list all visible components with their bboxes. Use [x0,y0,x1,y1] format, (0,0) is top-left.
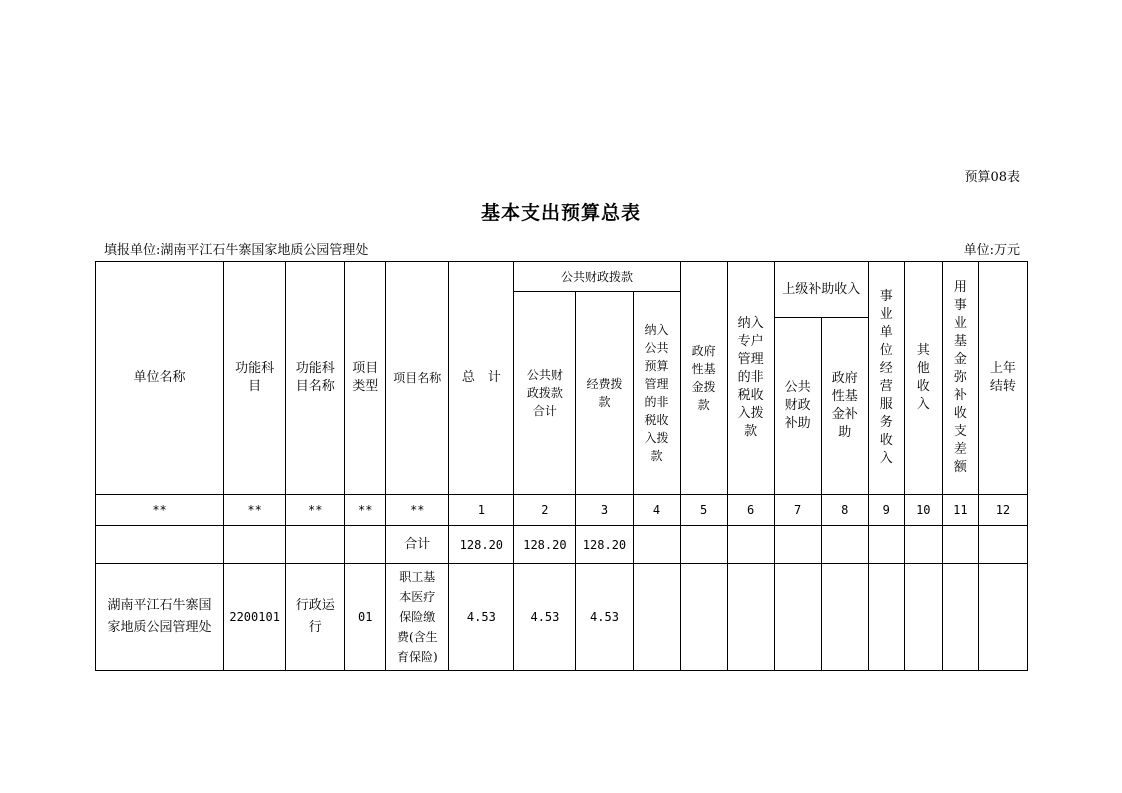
index-cell: 5 [680,495,727,526]
col-other-income: 其 他 收 入 [904,262,942,495]
index-cell: 1 [449,495,514,526]
index-cell: ** [386,495,449,526]
empty-cell [978,564,1027,671]
empty-cell [680,526,727,564]
empty-cell [727,526,774,564]
empty-cell [821,526,868,564]
col-public-total: 公共财 政拨款 合计 [514,292,576,495]
empty-cell [286,526,345,564]
empty-cell [821,564,868,671]
index-cell: 9 [868,495,904,526]
index-cell: ** [96,495,224,526]
index-cell: ** [224,495,286,526]
budget-table [95,261,1028,671]
empty-cell [774,564,821,671]
total-label: 合计 [386,526,449,564]
col-carryover: 上年 结转 [978,262,1027,495]
empty-cell [345,526,386,564]
money-unit: 单位:万元 [963,243,1020,258]
detail-proj-type: 01 [345,564,386,671]
index-cell: ** [345,495,386,526]
empty-cell [680,564,727,671]
index-cell: 12 [978,495,1027,526]
col-special-account: 纳入 专户 管理 的非 税收 入拨 款 [727,262,774,495]
empty-cell [633,526,680,564]
empty-cell [96,526,224,564]
index-cell: 7 [774,495,821,526]
col-func-name: 功能科 目名称 [286,262,345,495]
empty-cell [904,564,942,671]
public-total-value: 128.20 [514,526,576,564]
group-superior-subsidy: 上级补助收入 [774,262,868,318]
col-unit-name: 单位名称 [96,262,224,495]
empty-cell [904,526,942,564]
index-cell: 4 [633,495,680,526]
empty-cell [942,564,978,671]
index-row [96,495,1028,526]
col-superior-public: 公共 财政 补助 [774,318,821,495]
empty-cell [868,564,904,671]
total-row [96,526,1028,564]
page-title: 基本支出预算总表 [480,202,641,224]
detail-funds: 4.53 [576,564,633,671]
col-gov-fund: 政府 性基 金拨 款 [680,262,727,495]
index-cell: ** [286,495,345,526]
detail-unit-name: 湖南平江石牛寨国 家地质公园管理处 [96,564,224,671]
empty-cell [727,564,774,671]
col-superior-gov-fund: 政府 性基 金补 助 [821,318,868,495]
col-special-nontax: 纳入 公共 预算 管理 的非 税收 入拨 款 [633,292,680,495]
form-number: 预算08表 [964,170,1020,185]
header-row-1 [96,262,1028,292]
detail-total: 4.53 [449,564,514,671]
detail-public-total: 4.53 [514,564,576,671]
empty-cell [942,526,978,564]
group-public-finance: 公共财政拨款 [514,262,680,292]
col-business-fund: 用 事 业 基 金 弥 补 收 支 差 额 [942,262,978,495]
index-cell: 11 [942,495,978,526]
index-cell: 2 [514,495,576,526]
funds-value: 128.20 [576,526,633,564]
index-cell: 8 [821,495,868,526]
detail-row [96,564,1028,671]
empty-cell [978,526,1027,564]
detail-func-name: 行政运 行 [286,564,345,671]
col-funds: 经费拨 款 [576,292,633,495]
total-value: 128.20 [449,526,514,564]
empty-cell [633,564,680,671]
empty-cell [774,526,821,564]
empty-cell [868,526,904,564]
col-func-code: 功能科 目 [224,262,286,495]
col-proj-type: 项目 类型 [345,262,386,495]
col-total: 总 计 [449,262,514,495]
detail-proj-name: 职工基 本医疗 保险缴 费(含生 育保险) [386,564,449,671]
index-cell: 6 [727,495,774,526]
detail-func-code: 2200101 [224,564,286,671]
index-cell: 10 [904,495,942,526]
index-cell: 3 [576,495,633,526]
empty-cell [224,526,286,564]
filing-unit: 填报单位:湖南平江石牛寨国家地质公园管理处 [104,243,369,258]
col-business-income: 事 业 单 位 经 营 服 务 收 入 [868,262,904,495]
col-proj-name: 项目名称 [386,262,449,495]
